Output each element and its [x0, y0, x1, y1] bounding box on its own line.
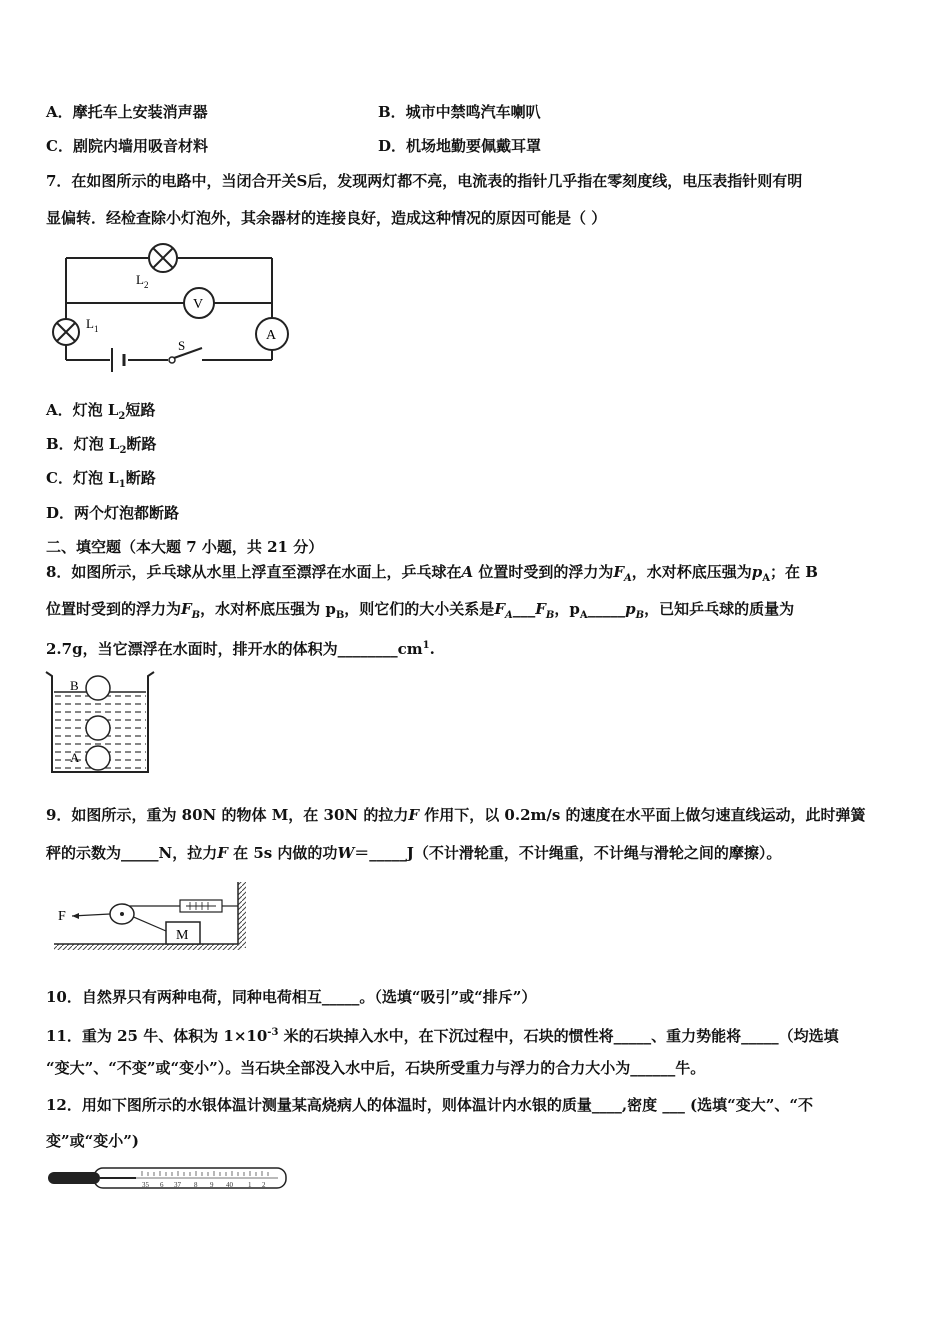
- q12-text-line1: 12．用如下图所示的水银体温计测量某高烧病人的体温时，则体温计内水银的质量____,密度 ___ (选填“变大”、“不: [46, 1096, 814, 1114]
- q9-text-line2: 秤的示数为_____N，拉力F 在 5s 内做的功W＝_____J（不计滑轮重，不计绳重，不计绳与滑轮之间的摩擦）。: [46, 844, 782, 862]
- q7-option-b: B．灯泡 $L_2$断路: [46, 435, 157, 456]
- wall: [238, 882, 246, 948]
- bulb: [48, 1172, 100, 1184]
- tick-label: 35: [142, 1181, 149, 1189]
- l1-label: L: [86, 316, 94, 331]
- q8-text-line3: 2.7g，当它漂浮在水面时，排开水的体积为$\_\_\_\_\_\_\_\_cm^1$.: [46, 640, 435, 658]
- block-label: M: [176, 928, 189, 943]
- q7-text-line2: 显偏转．经检查除小灯泡外，其余器材的连接良好，造成这种情况的原因可能是（ ）: [46, 209, 607, 227]
- spring-scale: [180, 900, 238, 912]
- thermometer-figure: [46, 1166, 290, 1192]
- pulley-icon: [110, 904, 134, 924]
- q10-text: 10．自然界只有两种电荷，同种电荷相互_____。（选填“吸引”或“排斥”）: [46, 988, 537, 1006]
- switch-label: S: [178, 338, 186, 353]
- q11-text-line1: 11．重为 25 牛、体积为 $1\times 10^{-3}$ 米的石块掉入水中，在下沉过程中，石块的惯性将_____、重力势能将_____（均选填: [46, 1027, 839, 1045]
- q8-text-line2: 位置时受到的浮力为$F_B$，水对杯底压强为 $p_B$，则它们的大小关系是$F_A\_\_\_F_B$，$p_A\_\_\_\_\_p_B$，已知乒乓球的质量为: [46, 600, 795, 621]
- lamp-l2-icon: [149, 244, 177, 272]
- battery-icon: [112, 348, 124, 372]
- circuit-diagram: [44, 240, 304, 375]
- ball-middle: [86, 716, 110, 740]
- tick-label: 2: [262, 1181, 266, 1189]
- voltmeter-label: V: [193, 297, 204, 312]
- tick-label: 8: [194, 1181, 198, 1189]
- ball-b: [86, 676, 110, 700]
- force-label: F: [58, 909, 66, 924]
- section-heading: 二、填空题（本大题 7 小题，共 21 分）: [46, 538, 324, 556]
- q7-option-c: C．灯泡 $L_1$断路: [46, 469, 156, 490]
- l1-label-sub: 1: [94, 324, 99, 334]
- l2-label: L: [136, 272, 144, 287]
- q7-text-line1: 7．在如图所示的电路中，当闭合开关S后，发现两灯都不亮，电流表的指针几乎指在零刻度线，电压表指针则有明: [46, 172, 803, 190]
- ammeter-label: A: [266, 328, 277, 343]
- q6-option-b: B．城市中禁鸣汽车喇叭: [378, 103, 541, 121]
- q6-option-d: D．机场地勤要佩戴耳罩: [378, 137, 542, 155]
- q7-option-a: A．灯泡 $L_2$短路: [46, 401, 156, 422]
- ball-a: [86, 746, 110, 770]
- tick-label: 9: [210, 1181, 214, 1189]
- label-a: A: [70, 750, 80, 765]
- pulley-figure: [52, 876, 252, 956]
- beaker-figure: [44, 668, 156, 778]
- switch-icon: [169, 348, 202, 363]
- tick-label: 6: [160, 1181, 164, 1189]
- label-b: B: [70, 678, 79, 693]
- tick-label: 40: [226, 1181, 233, 1189]
- q11-text-line2: “变大”、“不变”或“变小”）。当石块全部没入水中后，石块所受重力与浮力的合力大小为______牛。: [46, 1059, 706, 1077]
- q6-option-a: A．摩托车上安装消声器: [46, 103, 208, 121]
- ground: [54, 944, 242, 950]
- q8-text-line1: 8．如图所示，乒乓球从水里上浮直至漂浮在水面上，乒乓球在A 位置时受到的浮力为$F_A$，水对杯底压强为$p_A$；在 B: [46, 563, 818, 584]
- q9-text-line1: 9．如图所示，重为 80N 的物体 M，在 30N 的拉力F 作用下，以 0.2m/s 的速度在水平面上做匀速直线运动，此时弹簧: [46, 806, 866, 824]
- l2-label-sub: 2: [144, 280, 149, 290]
- q6-option-c: C．剧院内墙用吸音材料: [46, 137, 208, 155]
- lamp-l1-icon: [53, 319, 79, 345]
- q12-text-line2: 变”或“变小”): [46, 1132, 139, 1150]
- tick-label: 1: [248, 1181, 252, 1189]
- tick-label: 37: [174, 1181, 181, 1189]
- q7-option-d: D．两个灯泡都断路: [46, 504, 180, 522]
